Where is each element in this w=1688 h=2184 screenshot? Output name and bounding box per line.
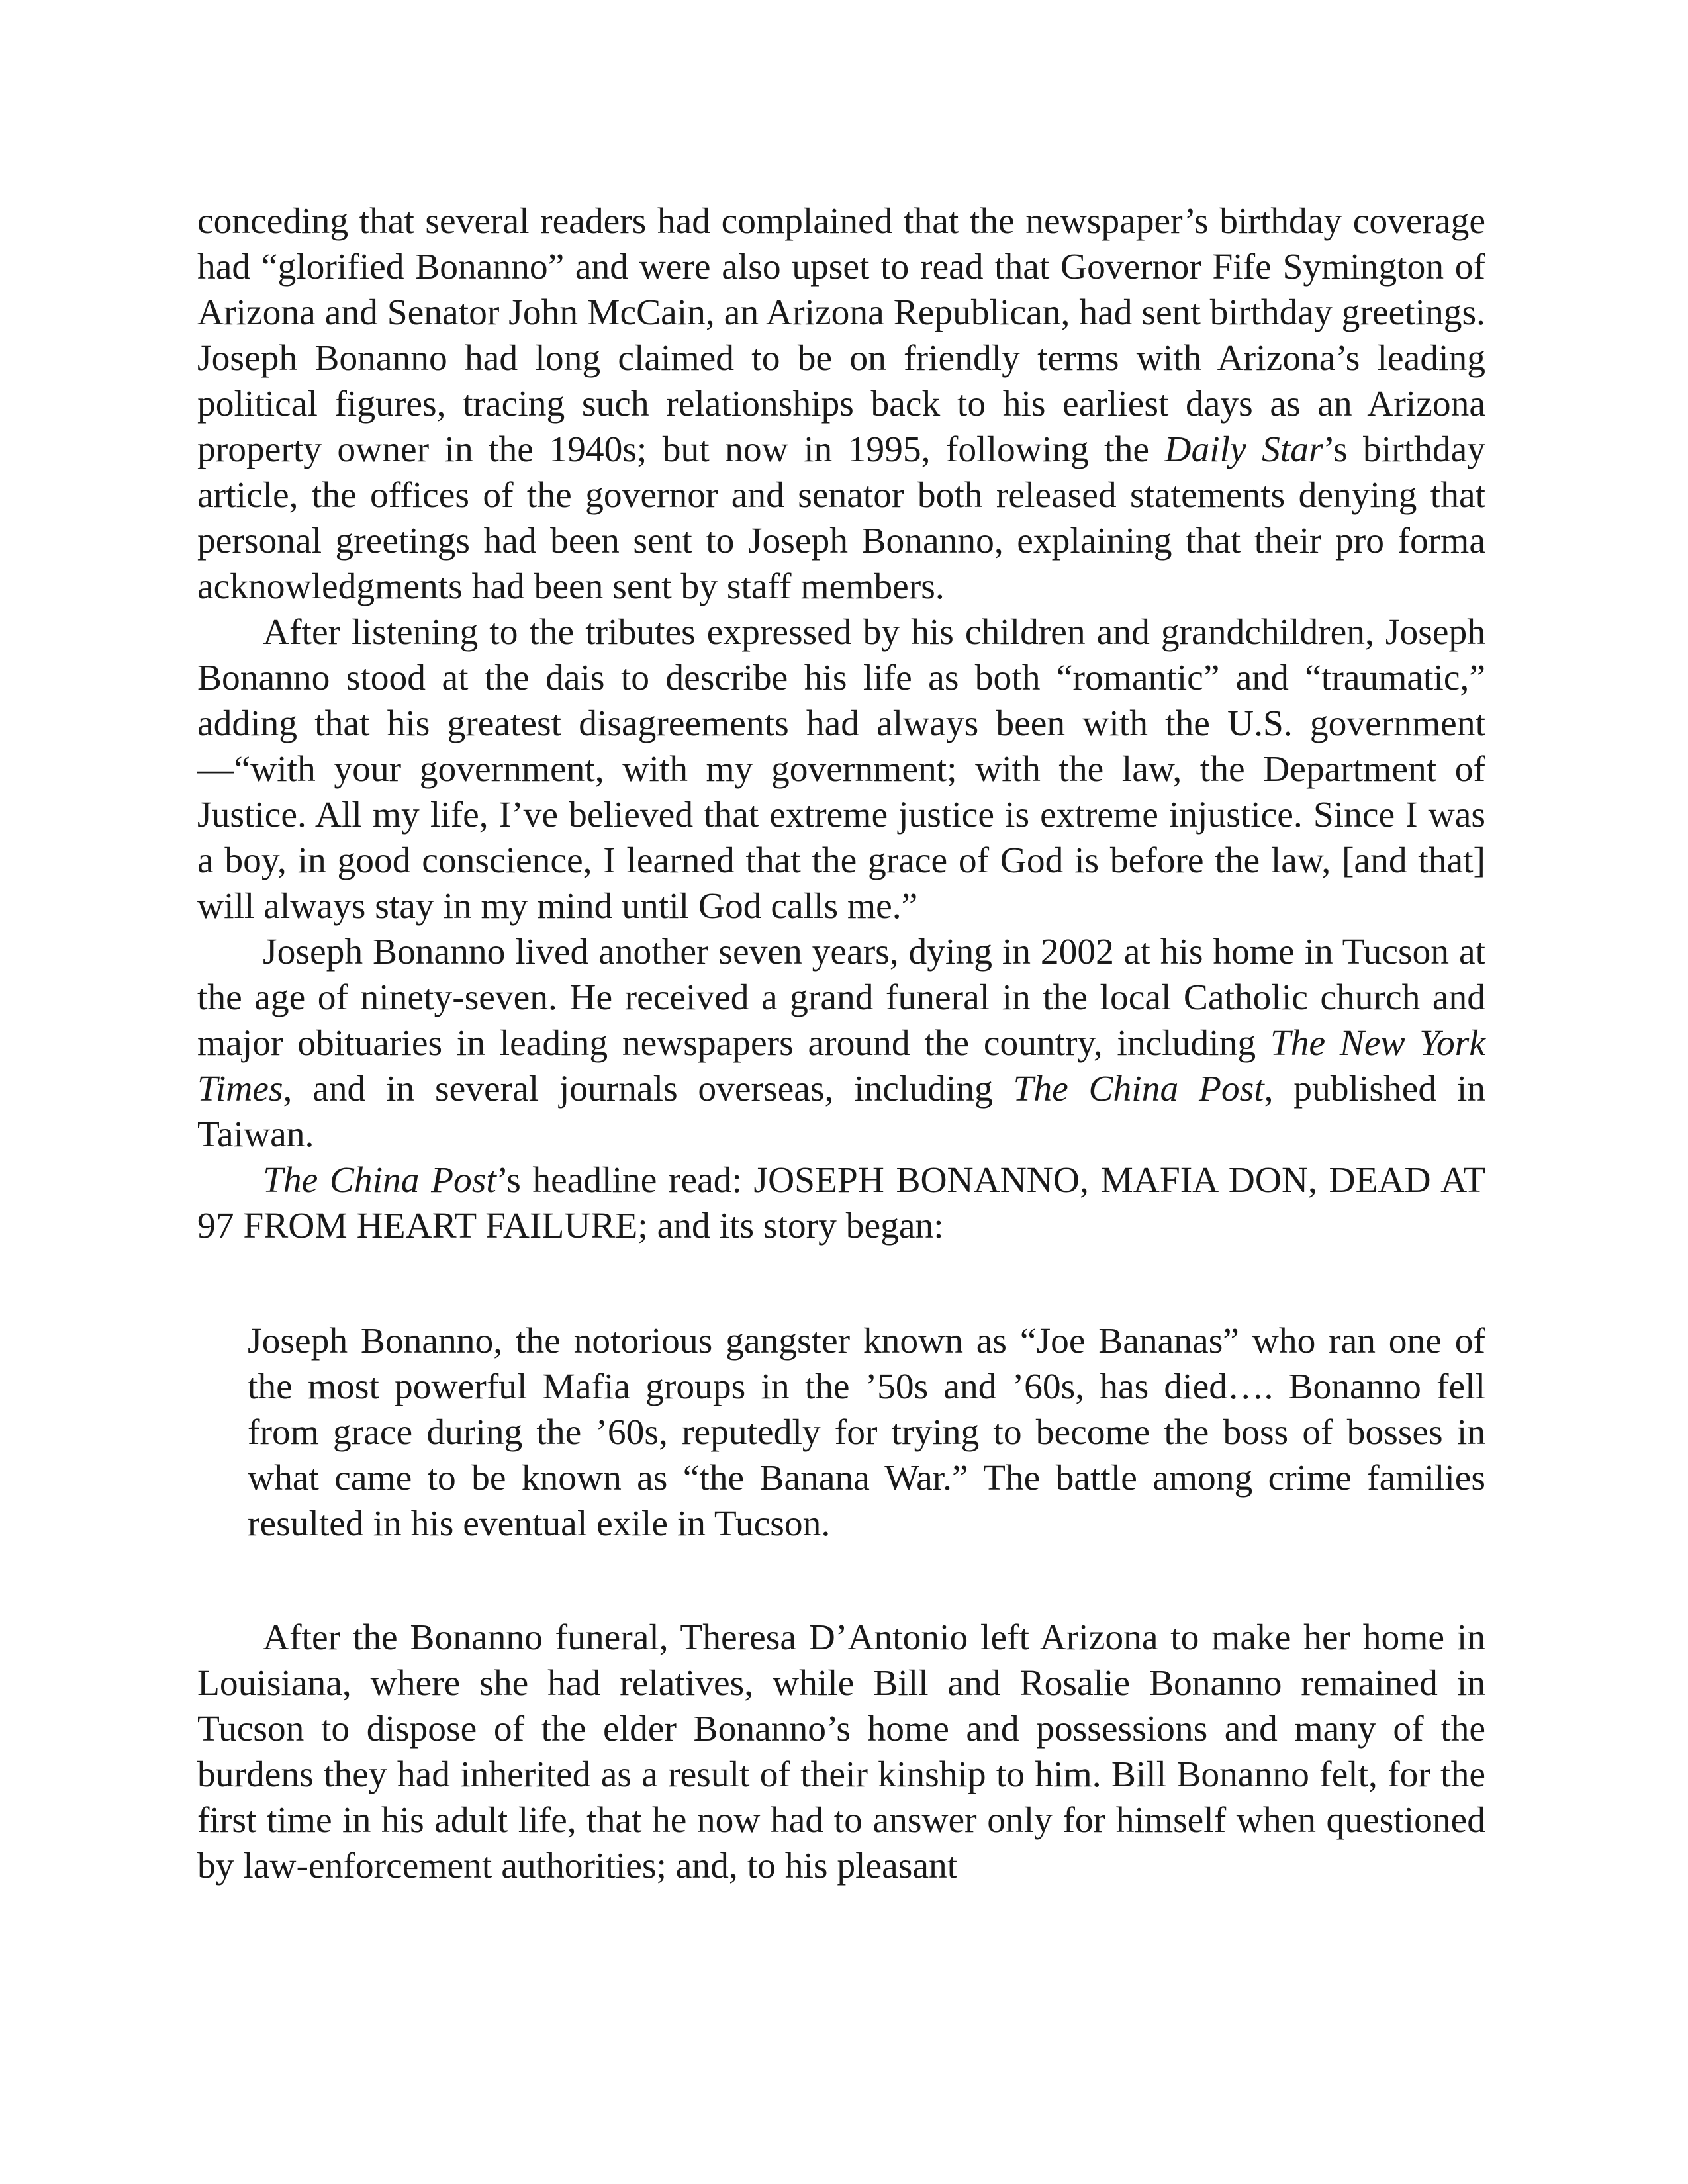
italic-title-china-post: The China Post xyxy=(1013,1069,1264,1109)
text-segment: conceding that several readers had complained that the newspaper’s birthday coverage had “glorified Bonanno” and were also upset to read that Governor Fife Symington of Arizona and Senator John McCain, an Arizona Republican, had sent birthday greetings. Joseph Bonanno had long claimed to be on friendly terms with Arizona’s leading political figures, tracing such relationships back to his earliest days as an Arizona property owner in the 1940s; but now in 1995, following the xyxy=(197,201,1485,470)
page-body xyxy=(197,199,1485,1889)
paragraph-4 xyxy=(197,1158,1485,1249)
block-quote: Joseph Bonanno, the notorious gangster known as “Joe Bananas” who ran one of the most powerful Mafia groups in the ’50s and ’60s, has died…. Bonanno fell from grace during the ’60s, reputedly for trying to become the boss of bosses in what came to be known as “the Banana War.” The battle among crime families resulted in his eventual exile in Tucson. xyxy=(248,1321,1485,1544)
text-segment: , and in several journals overseas, including xyxy=(283,1069,1013,1109)
text-segment: ’s birthday article, the offices of the governor and senator both released statements denying that personal greetings had been sent to Joseph Bonanno, explaining that their pro forma acknowledgments had been sent by staff members. xyxy=(197,430,1485,607)
paragraph-2 xyxy=(197,610,1485,929)
italic-title-daily-star: Daily Star xyxy=(1164,430,1323,470)
italic-title-china-post: The China Post xyxy=(263,1160,496,1201)
closing-paragraph: After the Bonanno funeral, Theresa D’Antonio left Arizona to make her home in Louisiana, where she had relatives, while Bill and Rosalie Bonanno remained in Tucson to dispose of the elder Bonanno’s home and possessions and many of the burdens they had inherited as a result of their kinship to him. Bill Bonanno felt, for the first time in his adult life, that he now had to answer only for himself when questioned by law-enforcement authorities; and, to his pleasant xyxy=(197,1617,1485,1886)
paragraph-1 xyxy=(197,199,1485,610)
text-segment: Joseph Bonanno lived another seven years, dying in 2002 at his home in Tucson at the age of ninety-seven. He received a grand funeral in the local Catholic church and major obituaries in leading newspapers around the country, including xyxy=(197,932,1485,1064)
paragraph-3 xyxy=(197,929,1485,1158)
text-segment: , published in Taiwan. xyxy=(197,1069,1486,1155)
text-segment: After listening to the tributes expressed by his children and grandchildren, Joseph Bonanno stood at the dais to describe his life as both “romantic” and “traumatic,” adding that his greatest disagreements had always been with the U.S. government—“with your government, with my government; with the law, the Department of Justice. All my life, I’ve believed that extreme justice is extreme injustice. Since I was a boy, in good conscience, I learned that the grace of God is before the law, [and that] will always stay in my mind until God calls me.” xyxy=(197,612,1485,927)
italic-title-new-york-times: The New York Times xyxy=(197,1023,1485,1109)
text-segment: ’s headline read: JOSEPH BONANNO, MAFIA DON, DEAD AT 97 FROM HEART FAILURE; and its story began: xyxy=(197,1160,1485,1246)
